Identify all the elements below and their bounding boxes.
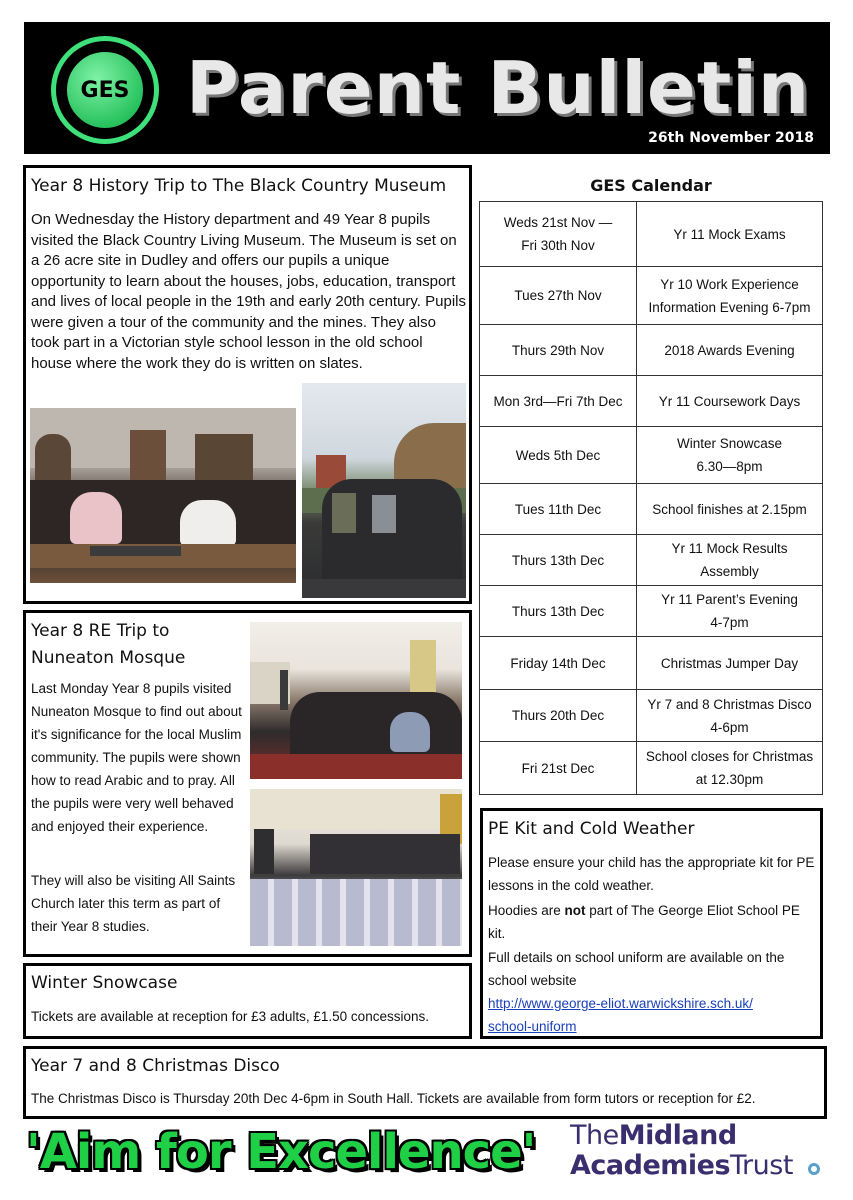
school-logo [51, 36, 159, 144]
christmas-disco-section [23, 1046, 827, 1119]
pe-kit-section [480, 808, 823, 1039]
calendar-row [480, 325, 823, 376]
snowcase-body: Tickets are available at reception for £3 adults, £1.50 concessions. [31, 1009, 429, 1024]
history-trip-title: Year 8 History Trip to The Black Country Museum [31, 176, 447, 196]
calendar-table [479, 201, 823, 795]
calendar-event: Winter Snowcase 6.30—8pm [637, 427, 823, 484]
calendar-date: Weds 21st Nov — Fri 30th Nov [480, 202, 637, 267]
calendar-event: Yr 11 Mock Exams [637, 202, 823, 267]
calendar-event: Yr 7 and 8 Christmas Disco 4-6pm [637, 690, 823, 742]
calendar-row [480, 202, 823, 267]
re-trip-para1: Last Monday Year 8 pupils visited Nuneaton Mosque to find out about it's significance for the local Muslim community. The pupils were shown how to read Arabic and to pray. All the pupils were very well behaved and enjoyed their experience. [31, 681, 242, 834]
snowcase-title: Winter Snowcase [31, 973, 178, 993]
calendar-event: Yr 11 Coursework Days [637, 376, 823, 427]
uniform-link-cont[interactable]: school-uniform [488, 1019, 577, 1034]
calendar-date: Friday 14th Dec [480, 637, 637, 690]
calendar-row [480, 484, 823, 535]
calendar-row [480, 376, 823, 427]
calendar-row [480, 535, 823, 586]
calendar-date: Fri 21st Dec [480, 742, 637, 795]
calendar-title: GES Calendar [590, 176, 712, 195]
disco-title: Year 7 and 8 Christmas Disco [31, 1056, 280, 1076]
calendar-event: School closes for Christmas at 12.30pm [637, 742, 823, 795]
calendar-event: 2018 Awards Evening [637, 325, 823, 376]
calendar-event: School finishes at 2.15pm [637, 484, 823, 535]
mosque-carpet-photo [250, 789, 462, 946]
calendar-row [480, 690, 823, 742]
school-motto: 'Aim for Excellence' [26, 1124, 536, 1180]
trust-logo-dot [808, 1163, 820, 1175]
calendar-row [480, 267, 823, 325]
calendar-event: Christmas Jumper Day [637, 637, 823, 690]
calendar-date: Thurs 20th Dec [480, 690, 637, 742]
pe-kit-emphasis: not [564, 903, 586, 918]
disco-body: The Christmas Disco is Thursday 20th Dec 4-6pm in South Hall. Tickets are available from form tutors or reception for £2. [31, 1091, 756, 1106]
winter-snowcase-section [23, 963, 472, 1039]
calendar-date: Thurs 13th Dec [480, 586, 637, 637]
bulletin-header [24, 22, 830, 154]
pe-kit-para3: Full details on school uniform are available on the school website [488, 950, 785, 988]
re-trip-title-line2: Nuneaton Mosque [31, 648, 186, 668]
calendar-date: Tues 11th Dec [480, 484, 637, 535]
calendar-date: Thurs 29th Nov [480, 325, 637, 376]
museum-classroom-photo [30, 408, 296, 583]
calendar-event: Yr 11 Parent’s Evening 4-7pm [637, 586, 823, 637]
pe-kit-para1: Please ensure your child has the appropriate kit for PE lessons in the cold weather. [488, 855, 815, 893]
re-trip-title-line1: Year 8 RE Trip to [31, 621, 170, 641]
bulletin-date: 26th November 2018 [648, 130, 814, 146]
calendar-date: Tues 27th Nov [480, 267, 637, 325]
pe-kit-para2: Hoodies are not part of The George Eliot School PE kit. [488, 903, 800, 941]
calendar-row [480, 637, 823, 690]
pe-kit-link-block [488, 992, 818, 1038]
mosque-prayer-hall-photo [250, 622, 462, 779]
pe-kit-title: PE Kit and Cold Weather [488, 819, 695, 839]
calendar-row [480, 742, 823, 795]
calendar-event: Yr 11 Mock Results Assembly [637, 535, 823, 586]
bulletin-title: Parent Bulletin [186, 46, 811, 130]
uniform-link[interactable]: http://www.george-eliot.warwickshire.sch.uk/ [488, 996, 753, 1011]
calendar-date: Mon 3rd—Fri 7th Dec [480, 376, 637, 427]
calendar-date: Weds 5th Dec [480, 427, 637, 484]
calendar-row [480, 427, 823, 484]
calendar-event: Yr 10 Work Experience Information Evening 6-7pm [637, 267, 823, 325]
trust-logo: TheMidland AcademiesTrust [570, 1120, 793, 1181]
history-trip-body: On Wednesday the History department and 49 Year 8 pupils visited the Black Country Living Museum. The Museum is set on a 26 acre site in Dudley and offers our pupils a unique opportunity to learn about the houses, jobs, education, transport and lives of local people in the 19th and early 20th century. Pupils were given a tour of the community and the mines. They also took part in a Victorian style school lesson in the old school house where the work they do is written on slates. [31, 211, 466, 372]
re-trip-para2: They will also be visiting All Saints Church later this term as part of their Year 8 studies. [31, 873, 236, 934]
calendar-row [480, 586, 823, 637]
museum-street-photo [302, 383, 466, 598]
calendar-date: Thurs 13th Dec [480, 535, 637, 586]
logo-text: GES [80, 78, 130, 103]
